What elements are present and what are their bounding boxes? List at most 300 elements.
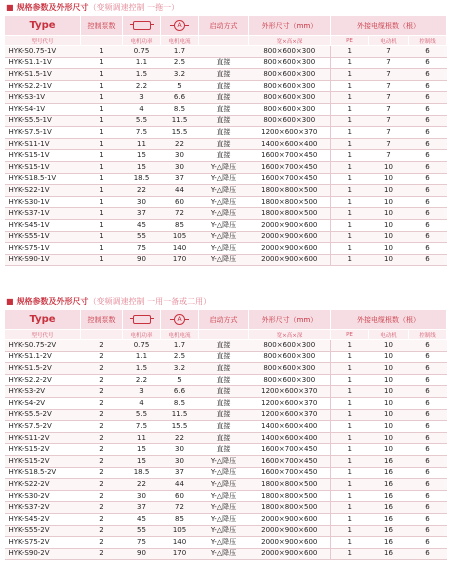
control-cable-cell: 6 bbox=[409, 57, 447, 69]
dimensions-cell: 1600×700×450 bbox=[249, 173, 331, 185]
blank-subheader bbox=[199, 330, 249, 340]
table-row bbox=[5, 455, 447, 467]
dimensions-cell: 800×600×300 bbox=[249, 103, 331, 115]
cable-spec-header: 外接电缆根数（根） bbox=[331, 310, 447, 330]
control-cable-cell: 6 bbox=[409, 502, 447, 514]
pump-count-cell: 1 bbox=[81, 173, 123, 185]
motor-current-cell: 11.5 bbox=[161, 409, 199, 421]
motor-cable-cell: 16 bbox=[369, 467, 409, 479]
motor-cable-cell: 7 bbox=[369, 57, 409, 69]
start-method-cell: 直接 bbox=[199, 374, 249, 386]
model-cell: HYK-S55-1V bbox=[5, 231, 81, 243]
start-method-cell: Y-△降压 bbox=[199, 196, 249, 208]
pump-count-cell: 1 bbox=[81, 185, 123, 197]
pe-cable-cell: 1 bbox=[331, 502, 369, 514]
start-method-cell: Y-△降压 bbox=[199, 455, 249, 467]
start-method-cell: 直接 bbox=[199, 340, 249, 352]
motor-current-cell: 22 bbox=[161, 138, 199, 150]
motor-cable-cell: 10 bbox=[369, 351, 409, 363]
model-cell: HYK-S4-1V bbox=[5, 103, 81, 115]
pe-subheader: PE bbox=[331, 330, 369, 340]
pump-count-cell: 1 bbox=[81, 80, 123, 92]
start-method-cell: Y-△降压 bbox=[199, 502, 249, 514]
control-cable-cell: 6 bbox=[409, 80, 447, 92]
motor-current-cell: 8.5 bbox=[161, 397, 199, 409]
motor-current-cell: 6.6 bbox=[161, 92, 199, 104]
pump-count-cell: 1 bbox=[81, 231, 123, 243]
table-row bbox=[5, 386, 447, 398]
pe-cable-cell: 1 bbox=[331, 363, 369, 375]
model-cell: HYK-S30-1V bbox=[5, 196, 81, 208]
cable-spec-header: 外接电缆根数（根） bbox=[331, 16, 447, 36]
start-method-header: 启动方式 bbox=[199, 310, 249, 330]
dimensions-cell: 1200×600×370 bbox=[249, 397, 331, 409]
motor-power-cell: 15 bbox=[123, 161, 161, 173]
pe-cable-cell: 1 bbox=[331, 525, 369, 537]
motor-current-cell: 140 bbox=[161, 537, 199, 549]
motor-current-header bbox=[161, 16, 199, 36]
control-cable-cell: 6 bbox=[409, 127, 447, 139]
dimensions-cell: 1800×800×500 bbox=[249, 208, 331, 220]
dimensions-cell: 1800×800×500 bbox=[249, 196, 331, 208]
start-method-cell: 直接 bbox=[199, 397, 249, 409]
pump-count-cell: 1 bbox=[81, 150, 123, 162]
model-cell: HYK-S75-1V bbox=[5, 243, 81, 255]
motor-power-cell: 4 bbox=[123, 397, 161, 409]
control-cable-cell: 6 bbox=[409, 161, 447, 173]
control-cable-cell: 6 bbox=[409, 196, 447, 208]
control-cable-cell: 6 bbox=[409, 374, 447, 386]
dimensions-cell: 800×600×300 bbox=[249, 57, 331, 69]
pe-cable-cell: 1 bbox=[331, 150, 369, 162]
table-row bbox=[5, 340, 447, 352]
dimensions-cell: 800×600×300 bbox=[249, 92, 331, 104]
control-cable-cell: 6 bbox=[409, 363, 447, 375]
dimensions-cell: 1600×700×450 bbox=[249, 444, 331, 456]
motor-cable-cell: 16 bbox=[369, 513, 409, 525]
table-row bbox=[5, 185, 447, 197]
motor-power-cell: 22 bbox=[123, 185, 161, 197]
dimensions-cell: 2000×900×600 bbox=[249, 548, 331, 560]
control-cable-cell: 6 bbox=[409, 219, 447, 231]
pump-count-cell: 1 bbox=[81, 196, 123, 208]
motor-cable-cell: 16 bbox=[369, 525, 409, 537]
pump-count-cell: 1 bbox=[81, 69, 123, 81]
spec-section-2v bbox=[0, 294, 450, 560]
pump-count-cell: 2 bbox=[81, 409, 123, 421]
start-method-cell bbox=[199, 46, 249, 58]
control-cable-cell: 6 bbox=[409, 208, 447, 220]
start-method-cell: Y-△降压 bbox=[199, 173, 249, 185]
table-row bbox=[5, 537, 447, 549]
motor-current-cell: 3.2 bbox=[161, 69, 199, 81]
motor-power-cell: 11 bbox=[123, 138, 161, 150]
motor-power-header bbox=[123, 310, 161, 330]
dimensions-cell: 1200×600×370 bbox=[249, 127, 331, 139]
dimensions-cell: 1400×600×400 bbox=[249, 138, 331, 150]
start-method-cell: Y-△降压 bbox=[199, 208, 249, 220]
model-cell: HYK-S5.5-1V bbox=[5, 115, 81, 127]
pump-count-cell: 2 bbox=[81, 421, 123, 433]
table-row bbox=[5, 502, 447, 514]
table-row bbox=[5, 513, 447, 525]
model-cell: HYK-S15-1V bbox=[5, 161, 81, 173]
pe-cable-cell: 1 bbox=[331, 490, 369, 502]
motor-power-cell: 1.5 bbox=[123, 363, 161, 375]
motor-cable-cell: 10 bbox=[369, 208, 409, 220]
motor-current-cell: 44 bbox=[161, 185, 199, 197]
dimensions-cell: 1800×800×500 bbox=[249, 502, 331, 514]
start-method-cell: 直接 bbox=[199, 92, 249, 104]
pump-count-cell: 2 bbox=[81, 397, 123, 409]
motor-power-cell: 5.5 bbox=[123, 115, 161, 127]
control-cable-cell: 6 bbox=[409, 444, 447, 456]
control-cable-cell: 6 bbox=[409, 548, 447, 560]
motor-power-cell: 11 bbox=[123, 432, 161, 444]
start-method-cell: 直接 bbox=[199, 57, 249, 69]
spec-section-1v bbox=[0, 0, 450, 266]
dimensions-cell: 2000×900×600 bbox=[249, 243, 331, 255]
start-method-cell: Y-△降压 bbox=[199, 254, 249, 266]
motor-power-header bbox=[123, 16, 161, 36]
start-method-cell: Y-△降压 bbox=[199, 219, 249, 231]
spec-table bbox=[4, 309, 447, 560]
motor-cable-cell: 16 bbox=[369, 455, 409, 467]
motor-power-cell: 7.5 bbox=[123, 421, 161, 433]
control-cable-subheader: 控制线 bbox=[409, 330, 447, 340]
table-row bbox=[5, 467, 447, 479]
model-cell: HYK-S2.2-1V bbox=[5, 80, 81, 92]
motor-cable-cell: 7 bbox=[369, 138, 409, 150]
motor-current-cell: 15.5 bbox=[161, 421, 199, 433]
control-cable-cell: 6 bbox=[409, 340, 447, 352]
motor-power-cell: 22 bbox=[123, 479, 161, 491]
start-method-cell: Y-△降压 bbox=[199, 537, 249, 549]
motor-power-cell: 30 bbox=[123, 490, 161, 502]
motor-power-subheader: 电机功率 bbox=[123, 36, 161, 46]
motor-power-cell: 75 bbox=[123, 537, 161, 549]
table-row bbox=[5, 548, 447, 560]
model-cell: HYK-S55-2V bbox=[5, 525, 81, 537]
table-row bbox=[5, 92, 447, 104]
pe-cable-cell: 1 bbox=[331, 432, 369, 444]
table-row bbox=[5, 409, 447, 421]
pe-cable-cell: 1 bbox=[331, 548, 369, 560]
section-title-row bbox=[0, 0, 450, 15]
pe-cable-cell: 1 bbox=[331, 80, 369, 92]
control-cable-cell: 6 bbox=[409, 173, 447, 185]
pe-cable-cell: 1 bbox=[331, 479, 369, 491]
pe-cable-cell: 1 bbox=[331, 351, 369, 363]
control-cable-cell: 6 bbox=[409, 467, 447, 479]
pe-cable-cell: 1 bbox=[331, 46, 369, 58]
model-cell: HYK-S37-2V bbox=[5, 502, 81, 514]
start-method-cell: 直接 bbox=[199, 138, 249, 150]
model-cell: HYK-S1.5-2V bbox=[5, 363, 81, 375]
motor-cable-cell: 16 bbox=[369, 537, 409, 549]
start-method-cell: 直接 bbox=[199, 363, 249, 375]
start-method-cell: Y-△降压 bbox=[199, 231, 249, 243]
pump-count-cell: 1 bbox=[81, 92, 123, 104]
motor-power-cell: 90 bbox=[123, 548, 161, 560]
motor-cable-cell: 16 bbox=[369, 479, 409, 491]
motor-current-cell: 3.2 bbox=[161, 363, 199, 375]
spec-table-body bbox=[5, 340, 447, 560]
control-cable-cell: 6 bbox=[409, 525, 447, 537]
control-cable-cell: 6 bbox=[409, 409, 447, 421]
control-cable-cell: 6 bbox=[409, 397, 447, 409]
motor-current-cell: 2.5 bbox=[161, 351, 199, 363]
model-cell: HYK-S18.5-1V bbox=[5, 173, 81, 185]
dimensions-cell: 800×600×300 bbox=[249, 340, 331, 352]
section-title-row bbox=[0, 294, 450, 309]
pe-subheader: PE bbox=[331, 36, 369, 46]
control-cable-cell: 6 bbox=[409, 455, 447, 467]
dimensions-cell: 1800×800×500 bbox=[249, 479, 331, 491]
motor-cable-cell: 10 bbox=[369, 397, 409, 409]
motor-current-cell: 44 bbox=[161, 479, 199, 491]
pe-cable-cell: 1 bbox=[331, 444, 369, 456]
start-method-cell: 直接 bbox=[199, 115, 249, 127]
model-cell: HYK-S75-2V bbox=[5, 537, 81, 549]
table-row bbox=[5, 46, 447, 58]
table-row bbox=[5, 444, 447, 456]
motor-power-cell: 75 bbox=[123, 243, 161, 255]
dimensions-header: 外形尺寸（mm） bbox=[249, 16, 331, 36]
pump-count-cell: 2 bbox=[81, 513, 123, 525]
pe-cable-cell: 1 bbox=[331, 397, 369, 409]
table-row bbox=[5, 254, 447, 266]
start-method-cell: 直接 bbox=[199, 409, 249, 421]
motor-cable-cell: 10 bbox=[369, 243, 409, 255]
start-method-cell: 直接 bbox=[199, 150, 249, 162]
motor-icon bbox=[133, 21, 151, 30]
motor-power-cell: 15 bbox=[123, 150, 161, 162]
table-row bbox=[5, 80, 447, 92]
motor-current-cell: 37 bbox=[161, 467, 199, 479]
control-cable-cell: 6 bbox=[409, 92, 447, 104]
motor-cable-subheader: 电动机 bbox=[369, 36, 409, 46]
dimensions-cell: 800×600×300 bbox=[249, 69, 331, 81]
motor-cable-cell: 7 bbox=[369, 46, 409, 58]
table-row bbox=[5, 138, 447, 150]
type-header: Type bbox=[5, 16, 81, 36]
motor-current-cell: 105 bbox=[161, 525, 199, 537]
motor-current-cell: 30 bbox=[161, 150, 199, 162]
pe-cable-cell: 1 bbox=[331, 537, 369, 549]
motor-current-cell: 11.5 bbox=[161, 115, 199, 127]
pe-cable-cell: 1 bbox=[331, 208, 369, 220]
motor-cable-cell: 16 bbox=[369, 490, 409, 502]
ammeter-icon: A bbox=[174, 314, 185, 325]
table-row bbox=[5, 208, 447, 220]
dimensions-cell: 1200×600×370 bbox=[249, 409, 331, 421]
motor-power-cell: 4 bbox=[123, 103, 161, 115]
dimensions-cell: 800×600×300 bbox=[249, 46, 331, 58]
motor-current-cell: 30 bbox=[161, 161, 199, 173]
dimensions-cell: 2000×900×600 bbox=[249, 219, 331, 231]
motor-cable-cell: 7 bbox=[369, 92, 409, 104]
motor-current-cell: 2.5 bbox=[161, 57, 199, 69]
motor-power-cell: 1.1 bbox=[123, 351, 161, 363]
pump-count-cell: 2 bbox=[81, 444, 123, 456]
dimensions-subheader: 宽×高×深 bbox=[249, 36, 331, 46]
model-cell: HYK-S15-2V bbox=[5, 444, 81, 456]
model-cell: HYK-S30-2V bbox=[5, 490, 81, 502]
table-row bbox=[5, 219, 447, 231]
motor-cable-cell: 7 bbox=[369, 115, 409, 127]
motor-cable-cell: 10 bbox=[369, 432, 409, 444]
motor-cable-cell: 10 bbox=[369, 340, 409, 352]
model-cell: HYK-S3-2V bbox=[5, 386, 81, 398]
spec-table bbox=[4, 15, 447, 266]
model-cell: HYK-S45-1V bbox=[5, 219, 81, 231]
table-row bbox=[5, 397, 447, 409]
motor-power-cell: 18.5 bbox=[123, 173, 161, 185]
motor-cable-cell: 10 bbox=[369, 161, 409, 173]
motor-current-subheader: 电机电流 bbox=[161, 330, 199, 340]
pump-count-cell: 2 bbox=[81, 340, 123, 352]
motor-cable-cell: 10 bbox=[369, 185, 409, 197]
pump-count-cell: 1 bbox=[81, 208, 123, 220]
motor-power-cell: 15 bbox=[123, 444, 161, 456]
motor-power-cell: 1.5 bbox=[123, 69, 161, 81]
control-cable-cell: 6 bbox=[409, 103, 447, 115]
dimensions-cell: 1400×600×400 bbox=[249, 421, 331, 433]
table-row bbox=[5, 490, 447, 502]
start-method-cell: Y-△降压 bbox=[199, 479, 249, 491]
motor-cable-cell: 7 bbox=[369, 150, 409, 162]
motor-current-cell: 1.7 bbox=[161, 46, 199, 58]
model-cell: HYK-S18.5-2V bbox=[5, 467, 81, 479]
pe-cable-cell: 1 bbox=[331, 57, 369, 69]
dimensions-header: 外形尺寸（mm） bbox=[249, 310, 331, 330]
motor-power-cell: 18.5 bbox=[123, 467, 161, 479]
control-cable-cell: 6 bbox=[409, 386, 447, 398]
control-cable-cell: 6 bbox=[409, 479, 447, 491]
table-row bbox=[5, 374, 447, 386]
dimensions-cell: 2000×900×600 bbox=[249, 525, 331, 537]
motor-cable-cell: 16 bbox=[369, 502, 409, 514]
motor-cable-cell: 10 bbox=[369, 173, 409, 185]
motor-cable-cell: 7 bbox=[369, 69, 409, 81]
control-pumps-header: 控制泵数 bbox=[81, 310, 123, 330]
model-cell: HYK-S22-1V bbox=[5, 185, 81, 197]
type-header: Type bbox=[5, 310, 81, 330]
pump-count-cell: 2 bbox=[81, 525, 123, 537]
model-cell: HYK-S37-1V bbox=[5, 208, 81, 220]
motor-power-cell: 90 bbox=[123, 254, 161, 266]
pump-count-cell: 2 bbox=[81, 490, 123, 502]
motor-current-cell: 5 bbox=[161, 80, 199, 92]
model-cell: HYK-S15-1V bbox=[5, 150, 81, 162]
pe-cable-cell: 1 bbox=[331, 138, 369, 150]
start-method-cell: 直接 bbox=[199, 103, 249, 115]
model-cell: HYK-S0.75-2V bbox=[5, 340, 81, 352]
motor-power-cell: 55 bbox=[123, 525, 161, 537]
start-method-cell: Y-△降压 bbox=[199, 161, 249, 173]
control-cable-subheader: 控制线 bbox=[409, 36, 447, 46]
table-row bbox=[5, 161, 447, 173]
control-cable-cell: 6 bbox=[409, 231, 447, 243]
motor-current-cell: 170 bbox=[161, 254, 199, 266]
motor-current-cell: 72 bbox=[161, 502, 199, 514]
model-cell: HYK-S0.75-1V bbox=[5, 46, 81, 58]
motor-current-cell: 85 bbox=[161, 219, 199, 231]
pe-cable-cell: 1 bbox=[331, 409, 369, 421]
control-cable-cell: 6 bbox=[409, 421, 447, 433]
pump-count-cell: 2 bbox=[81, 479, 123, 491]
section-note: （变频调速控制 一拖一） bbox=[88, 3, 180, 12]
pump-count-cell: 1 bbox=[81, 161, 123, 173]
motor-power-cell: 45 bbox=[123, 219, 161, 231]
pump-count-cell: 1 bbox=[81, 138, 123, 150]
start-method-cell: 直接 bbox=[199, 80, 249, 92]
control-cable-cell: 6 bbox=[409, 254, 447, 266]
motor-cable-cell: 10 bbox=[369, 363, 409, 375]
start-method-cell: 直接 bbox=[199, 69, 249, 81]
pe-cable-cell: 1 bbox=[331, 185, 369, 197]
start-method-cell: Y-△降压 bbox=[199, 490, 249, 502]
motor-power-cell: 37 bbox=[123, 208, 161, 220]
dimensions-cell: 800×600×300 bbox=[249, 351, 331, 363]
motor-cable-cell: 16 bbox=[369, 548, 409, 560]
model-subheader: 型号代号 bbox=[5, 330, 81, 340]
table-row bbox=[5, 115, 447, 127]
dimensions-cell: 2000×900×600 bbox=[249, 537, 331, 549]
dimensions-cell: 1600×700×450 bbox=[249, 455, 331, 467]
control-cable-cell: 6 bbox=[409, 432, 447, 444]
table-row bbox=[5, 231, 447, 243]
control-cable-cell: 6 bbox=[409, 150, 447, 162]
control-cable-cell: 6 bbox=[409, 69, 447, 81]
model-cell: HYK-S2.2-2V bbox=[5, 374, 81, 386]
motor-power-cell: 37 bbox=[123, 502, 161, 514]
motor-current-cell: 30 bbox=[161, 444, 199, 456]
motor-current-cell: 8.5 bbox=[161, 103, 199, 115]
pe-cable-cell: 1 bbox=[331, 421, 369, 433]
model-cell: HYK-S11-1V bbox=[5, 138, 81, 150]
model-cell: HYK-S90-2V bbox=[5, 548, 81, 560]
pump-count-cell: 1 bbox=[81, 127, 123, 139]
pump-count-cell: 1 bbox=[81, 57, 123, 69]
model-cell: HYK-S7.5-2V bbox=[5, 421, 81, 433]
pump-count-cell: 1 bbox=[81, 243, 123, 255]
dimensions-cell: 1600×700×450 bbox=[249, 161, 331, 173]
pump-count-cell: 1 bbox=[81, 115, 123, 127]
pump-count-cell: 2 bbox=[81, 386, 123, 398]
start-method-cell: Y-△降压 bbox=[199, 185, 249, 197]
motor-power-cell: 55 bbox=[123, 231, 161, 243]
pe-cable-cell: 1 bbox=[331, 340, 369, 352]
start-method-cell: 直接 bbox=[199, 351, 249, 363]
table-row bbox=[5, 127, 447, 139]
motor-current-cell: 30 bbox=[161, 455, 199, 467]
pump-count-cell: 2 bbox=[81, 537, 123, 549]
bullet-icon: ■ bbox=[6, 297, 14, 306]
motor-power-cell: 7.5 bbox=[123, 127, 161, 139]
motor-cable-cell: 10 bbox=[369, 254, 409, 266]
pump-count-cell: 2 bbox=[81, 363, 123, 375]
pump-count-cell: 1 bbox=[81, 103, 123, 115]
pump-count-cell: 2 bbox=[81, 374, 123, 386]
start-method-cell: 直接 bbox=[199, 386, 249, 398]
table-row bbox=[5, 57, 447, 69]
motor-cable-cell: 10 bbox=[369, 444, 409, 456]
pump-count-cell: 2 bbox=[81, 455, 123, 467]
start-method-cell: 直接 bbox=[199, 432, 249, 444]
spec-table-body bbox=[5, 46, 447, 266]
